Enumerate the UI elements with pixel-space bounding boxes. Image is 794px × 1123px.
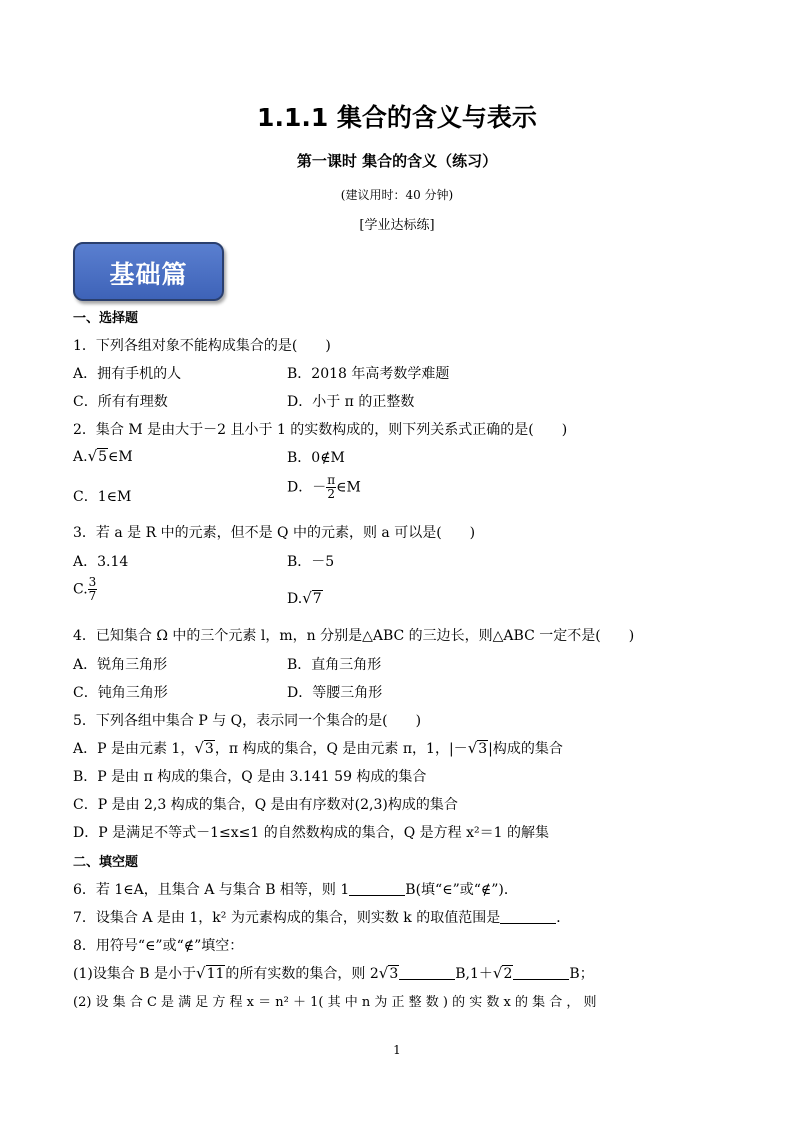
answer-blank [513, 965, 569, 980]
fraction: $\frac{\pi}{2}$ [327, 473, 336, 501]
question-4-option-c: C．钝角三角形 [73, 685, 168, 701]
question-4-option-a: A．锐角三角形 [73, 657, 168, 673]
sqrt-symbol: √3 [194, 739, 214, 757]
basic-level-banner [73, 242, 224, 301]
suggested-time-note: (建议用时：40 分钟) [340, 188, 454, 202]
question-2-option-b: B．0∉M [287, 450, 345, 466]
question-4-option-d: D．等腰三角形 [287, 685, 383, 701]
question-1-option-b: B．2018 年高考数学难题 [287, 366, 450, 382]
question-8-part-2: (2) 设 集 合 C 是 满 足 方 程 x ＝ n² ＋ 1( 其 中 n 为 正 整 数 ) 的 实 数 x 的 集 合 ， 则 [73, 995, 597, 1010]
banner-label: 基础篇 [109, 260, 188, 289]
question-2-option-c: C．1∈M [73, 489, 132, 505]
question-7: 7．设集合 A 是由 1，k² 为元素构成的集合，则实数 k 的取值范围是 ． [73, 910, 571, 926]
question-3-option-c: C. $\frac{3}{7}$ [73, 575, 97, 603]
question-8-stem: 8．用符号“∈”或“∉”填空： [73, 938, 244, 954]
question-2-option-a: A.√5∈M [73, 447, 133, 465]
question-1-option-c: C．所有有理数 [73, 394, 168, 410]
question-5-option-c: C．P 是由 2,3 构成的集合，Q 是由有序数对(2,3)构成的集合 [73, 797, 458, 813]
question-1-option-a: A．拥有手机的人 [73, 366, 182, 382]
page-number: 1 [393, 1043, 401, 1057]
answer-blank [399, 965, 455, 980]
question-3-option-b: B．－5 [287, 554, 335, 570]
sqrt-symbol: √11 [196, 964, 225, 982]
lesson-subtitle: 第一课时 集合的含义（练习） [296, 152, 498, 170]
question-5-stem: 5．下列各组中集合 P 与 Q，表示同一个集合的是( ) [73, 713, 422, 729]
answer-blank [349, 881, 405, 896]
question-5-option-a: A．P 是由元素 1，√3，π 构成的集合，Q 是由元素 π，1，|－√3|构成的集合 [73, 739, 563, 757]
sqrt-symbol: √7 [302, 589, 322, 607]
sqrt-symbol: √3 [467, 739, 488, 757]
answer-blank [500, 909, 556, 924]
fraction: $\frac{3}{7}$ [88, 575, 97, 603]
sqrt-symbol: √2 [492, 964, 513, 982]
question-8-part-1: (1)设集合 B 是小于√11的所有实数的集合，则 2√3 B,1＋√2 B； [73, 964, 594, 982]
question-5-option-b: B．P 是由 π 构成的集合，Q 是由 3.141 59 构成的集合 [73, 769, 427, 785]
question-2-option-d: D．－ $\frac{\pi}{2}$ ∈M [287, 473, 361, 501]
section-heading-choice: 一、选择题 [73, 311, 139, 326]
question-6: 6．若 1∈A，且集合 A 与集合 B 相等，则 1 B(填“∈”或“∉”)． [73, 882, 518, 898]
sqrt-symbol: √3 [378, 964, 399, 982]
question-1-stem: 1．下列各组对象不能构成集合的是( ) [73, 338, 331, 354]
question-3-stem: 3．若 a 是 R 中的元素，但不是 Q 中的元素，则 a 可以是( ) [73, 525, 476, 541]
question-3-option-a: A．3.14 [73, 554, 129, 570]
sqrt-symbol: √5 [87, 447, 108, 465]
question-2-stem: 2．集合 M 是由大于－2 且小于 1 的实数构成的，则下列关系式正确的是( ) [73, 422, 568, 438]
question-3-option-d: D.√7 [287, 589, 322, 607]
question-5-option-d: D．P 是满足不等式－1≤x≤1 的自然数构成的集合，Q 是方程 x²＝1 的解集 [73, 825, 549, 841]
question-1-option-d: D．小于 π 的正整数 [287, 394, 415, 410]
question-4-stem: 4．已知集合 Ω 中的三个元素 l，m，n 分别是△ABC 的三边长，则△ABC 一定不是( ) [73, 628, 635, 644]
section-heading-fill: 二、填空题 [73, 855, 139, 870]
document-title: 1.1.1 集合的含义与表示 [257, 103, 537, 132]
section-tag: [学业达标练] [359, 218, 435, 233]
question-4-option-b: B．直角三角形 [287, 657, 382, 673]
